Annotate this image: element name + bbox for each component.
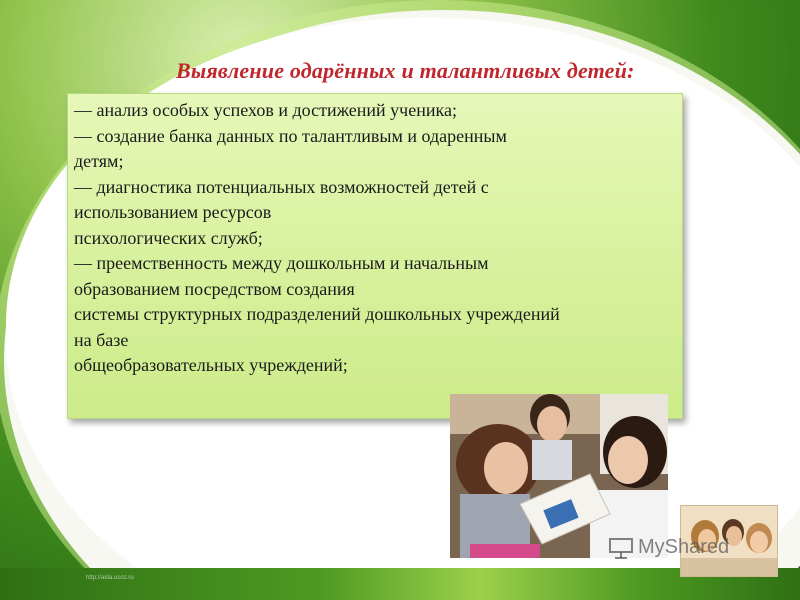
watermark bbox=[608, 536, 729, 559]
watermark-text: MyShared bbox=[638, 536, 730, 558]
slide-title: Выявление одарённых и талантливых детей: bbox=[176, 58, 635, 83]
list-item: — диагностика потенциальных возможностей детей с использованием ресурсов психологических служб; bbox=[74, 176, 489, 248]
list-item: — создание банка данных по талантливым и одаренным детям; bbox=[74, 125, 507, 171]
content-box bbox=[67, 93, 683, 419]
list-item: — анализ особых успехов и достижений ученика; bbox=[74, 100, 457, 120]
list-item: — преемственность между дошкольным и начальным образованием посредством создания системы структурных подразделений дошкольных учреждений на базе общеобразовательных учреждений; bbox=[74, 253, 560, 375]
bullet-list bbox=[68, 94, 682, 379]
presentation-board-icon bbox=[608, 537, 634, 559]
children-reading-photo bbox=[450, 394, 668, 558]
footer-url: http://aida.ucoz.ru bbox=[86, 575, 134, 581]
